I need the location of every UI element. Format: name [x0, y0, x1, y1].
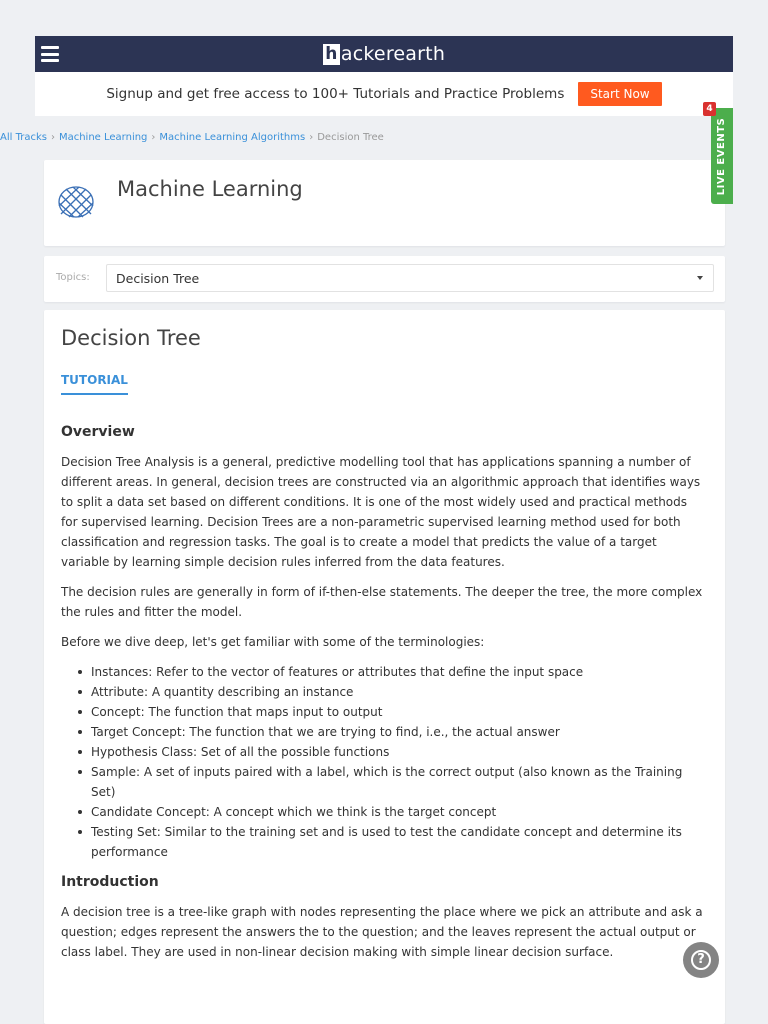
introduction-heading: Introduction — [61, 874, 159, 890]
track-card — [44, 160, 725, 246]
list-item: Instances: Refer to the vector of features or attributes that define the input space — [91, 662, 706, 682]
chevron-down-icon — [697, 276, 703, 280]
list-item: Attribute: A quantity describing an instance — [91, 682, 706, 702]
tutorial-card — [44, 310, 725, 1024]
list-item: Sample: A set of inputs paired with a label, which is the correct output (also known as the Training Set) — [91, 762, 706, 802]
tab-tutorial[interactable]: TUTORIAL — [61, 373, 128, 395]
topics-card — [44, 256, 725, 302]
signup-banner — [35, 72, 733, 116]
breadcrumb-ml-algorithms[interactable]: Machine Learning Algorithms — [159, 132, 306, 143]
overview-paragraph-3: Before we dive deep, let's get familiar with some of the terminologies: — [61, 635, 485, 649]
overview-paragraph-2: The decision rules are generally in form of if-then-else statements. The deeper the tree, the more complex the rules and fitter the model. — [61, 585, 703, 619]
introduction-paragraph: A decision tree is a tree-like graph with nodes representing the place where we pick an attribute and ask a question; edges represent the answers the to the question; and the leaves represent the actual output or class label. They are used in non-linear decision making with simple linear decision surface. — [61, 905, 703, 959]
page-title: Decision Tree — [61, 326, 201, 350]
live-events-count-badge: 4 — [703, 102, 716, 116]
topics-label: Topics: — [56, 272, 90, 283]
tutorial-body — [61, 422, 706, 972]
breadcrumb-machine-learning[interactable]: Machine Learning — [58, 132, 148, 143]
top-navbar — [35, 36, 733, 72]
breadcrumb-current: Decision Tree — [317, 132, 384, 143]
overview-heading: Overview — [61, 424, 135, 440]
breadcrumb-all-tracks[interactable]: All Tracks — [0, 132, 47, 143]
logo-letter: h — [323, 44, 340, 65]
overview-paragraph-1: Decision Tree Analysis is a general, predictive modelling tool that has applications spanning a number of different areas. In general, decision trees are constructed via an algorithmic approach that identifies ways to split a data set based on different conditions. It is one of the most widely used and practical methods for supervised learning. Decision Trees are a non-parametric supervised learning method used for both classification and regression tasks. The goal is to create a model that predicts the value of a target variable by learning simple decision rules inferred from the data features. — [61, 455, 701, 569]
breadcrumb — [0, 132, 384, 143]
list-item: Candidate Concept: A concept which we think is the target concept — [91, 802, 706, 822]
topics-select[interactable] — [106, 264, 714, 292]
breadcrumb-separator-icon: › — [50, 132, 55, 143]
track-title: Machine Learning — [117, 177, 303, 201]
list-item: Testing Set: Similar to the training set and is used to test the candidate concept and determine its performance — [91, 822, 706, 862]
live-events-tab[interactable] — [711, 108, 733, 204]
hackerearth-logo[interactable] — [323, 43, 445, 65]
live-events-label: LIVE EVENTS — [716, 117, 728, 195]
start-now-button[interactable]: Start Now — [578, 82, 661, 106]
signup-text: Signup and get free access to 100+ Tutorials and Practice Problems — [106, 86, 565, 102]
list-item: Hypothesis Class: Set of all the possible functions — [91, 742, 706, 762]
topics-selected-value: Decision Tree — [116, 271, 200, 286]
page — [0, 36, 733, 1024]
question-icon: ? — [691, 950, 711, 970]
breadcrumb-separator-icon: › — [151, 132, 156, 143]
terminology-list — [91, 662, 706, 862]
list-item: Concept: The function that maps input to output — [91, 702, 706, 722]
machine-learning-icon — [56, 183, 96, 221]
breadcrumb-separator-icon: › — [309, 132, 314, 143]
menu-icon[interactable] — [41, 46, 59, 62]
help-button[interactable] — [683, 942, 719, 978]
list-item: Target Concept: The function that we are trying to find, i.e., the actual answer — [91, 722, 706, 742]
logo-text: ackerearth — [340, 43, 446, 65]
